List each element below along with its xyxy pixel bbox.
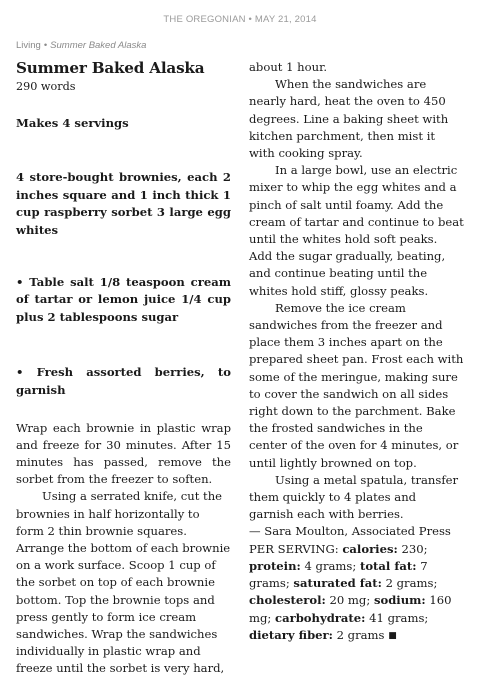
breadcrumb	[16, 40, 146, 51]
saturated-fat-value: 2 grams;	[385, 576, 438, 591]
step-1: Wrap each brownie in plastic wrap and freeze for 30 minutes. After 15 minutes has passed, remove the sorbet from the freezer to soften.	[16, 420, 231, 487]
step-4: In a large bowl, use an electric mixer to whip the egg whites and a pinch of salt until foamy. Add the cream of tartar and continue to beat until the whites hold soft peaks. Add the sugar gradually, beating, and continue beating until the whites hold stiff, glossy peaks.	[249, 163, 464, 298]
protein-value: 4 grams;	[304, 558, 357, 573]
article-title: Summer Baked Alaska	[16, 59, 205, 77]
ingredient-group-3: • Fresh assorted berries, to garnish	[16, 365, 231, 397]
carbohydrate-label: carbohydrate:	[275, 610, 366, 625]
sodium-value: 160 mg;	[249, 593, 452, 625]
servings: Makes 4 servings	[16, 116, 129, 130]
nutrition-info	[249, 541, 464, 645]
ingredient-group-2: • Table salt 1/8 teaspoon cream of tartar or lemon juice 1/4 cup plus 2 tablespoons sugar	[16, 274, 231, 324]
article-column-left	[16, 58, 231, 678]
attribution: — Sara Moulton, Associated Press	[249, 524, 451, 539]
step-2: Using a serrated knife, cut the brownies in half horizontally to form 2 thin brownie squares. Arrange the bottom of each brownie on a work surface. Scoop 1 cup of the sorbet on top of each brownie bottom. Top the brownie tops and press gently to form ice cream sandwiches. Wrap the sandwiches individually in plastic wrap and freeze until the sorbet is very hard,	[16, 489, 231, 676]
cholesterol-label: cholesterol:	[249, 593, 326, 608]
word-count: 290 words	[16, 80, 76, 93]
end-mark-icon: ■	[388, 630, 397, 641]
protein-label: protein:	[249, 558, 301, 573]
fiber-value: 2 grams	[336, 627, 385, 642]
article-column-right	[249, 59, 464, 645]
breadcrumb-story: Summer Baked Alaska	[50, 40, 147, 51]
step-2-continued: about 1 hour.	[249, 60, 328, 74]
nutrition-label: PER SERVING:	[249, 541, 339, 556]
sodium-label: sodium:	[373, 593, 426, 608]
calories-value: 230;	[401, 541, 428, 556]
cholesterol-value: 20 mg;	[329, 593, 371, 608]
total-fat-label: total fat:	[359, 558, 417, 573]
total-fat-value: 7 grams;	[249, 558, 428, 591]
step-6: Using a metal spatula, transfer them quickly to 4 plates and garnish each with berries.	[249, 472, 459, 522]
step-5: Remove the ice cream sandwiches from the freezer and place them 3 inches apart on the prepared sheet pan. Frost each with some of the meringue, making sure to cover the sandwich on all sides right down to the parchment. Bake the frosted sandwiches in the center of the oven for 4 minutes, or until lightly browned on top.	[249, 300, 464, 470]
calories-label: calories:	[342, 541, 398, 556]
saturated-fat-label: saturated fat:	[293, 576, 382, 591]
carbohydrate-value: 41 grams;	[369, 610, 429, 625]
breadcrumb-separator: •	[43, 40, 48, 51]
publication-masthead: THE OREGONIAN • MAY 21, 2014	[163, 14, 317, 25]
ingredient-group-1: 4 store-bought brownies, each 2 inches square and 1 inch thick 1 cup raspberry sorbet 3 large egg whites	[16, 170, 231, 237]
step-3: When the sandwiches are nearly hard, heat the oven to 450 degrees. Line a baking sheet with kitchen parchment, then mist it with cooking spray.	[249, 77, 449, 161]
fiber-label: dietary fiber:	[249, 627, 333, 642]
breadcrumb-section-link[interactable]: Living	[16, 40, 41, 51]
